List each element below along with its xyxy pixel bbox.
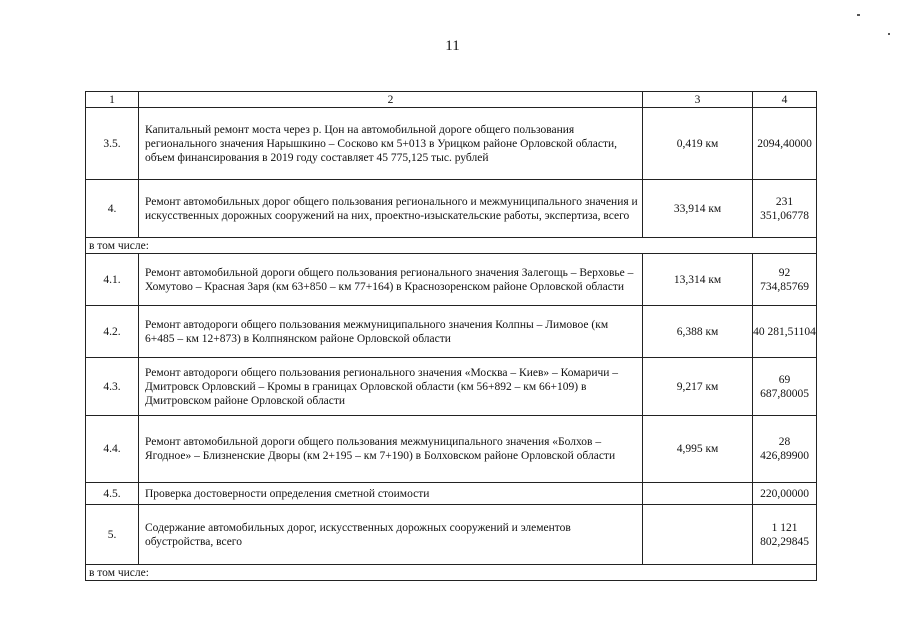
row-description: Содержание автомобильных дорог, искусственных дорожных сооружений и элементов обустройства, всего [139,505,643,565]
header-col-1: 1 [86,92,139,108]
row-amount: 92 734,85769 [753,254,817,306]
row-amount: 220,00000 [753,483,817,505]
row-description: Ремонт автомобильной дороги общего пользования межмуниципального значения «Болхов – Ягодное» – Близненские Дворы (км 2+195 – км 7+190) в Болховском районе Орловской области [139,416,643,483]
table-row [86,416,817,483]
row-description: Ремонт автомобильной дороги общего пользования регионального значения Залегощь – Верховье – Хомутово – Красная Заря (км 63+850 – км 77+164) в Краснозоренском районе Орловской области [139,254,643,306]
subheading-row [86,238,817,254]
table-header-row [86,92,817,108]
table-row [86,254,817,306]
row-amount: 40 281,51104 [753,306,817,358]
table-row [86,306,817,358]
row-description: Проверка достоверности определения сметной стоимости [139,483,643,505]
row-description: Капитальный ремонт моста через р. Цон на автомобильной дороге общего пользования регионального значения Нарышкино – Сосково км 5+013 в Урицком районе Орловской области, объем финансирования в 2019 году составляет 45 775,125 тыс. рублей [139,108,643,180]
table-row [86,358,817,416]
row-number: 5. [86,505,139,565]
row-number: 4.3. [86,358,139,416]
row-amount: 69 687,80005 [753,358,817,416]
row-volume: 4,995 км [643,416,753,483]
header-col-3: 3 [643,92,753,108]
row-description: Ремонт автодороги общего пользования регионального значения «Москва – Киев» – Комаричи – Дмитровск Орловский – Кромы в границах Орловской области (км 56+892 – км 66+109) в Дмитровском районе Орловской области [139,358,643,416]
subheading-row [86,565,817,581]
header-col-2: 2 [139,92,643,108]
scan-speck [857,14,860,16]
row-amount: 2094,40000 [753,108,817,180]
row-amount: 28 426,89900 [753,416,817,483]
row-number: 4.5. [86,483,139,505]
row-volume [643,505,753,565]
row-amount: 231 351,06778 [753,180,817,238]
row-amount: 1 121 802,29845 [753,505,817,565]
row-volume: 0,419 км [643,108,753,180]
row-volume: 9,217 км [643,358,753,416]
subheading-cell: в том числе: [86,238,817,254]
table-row [86,483,817,505]
row-volume [643,483,753,505]
row-number: 4.4. [86,416,139,483]
subheading-cell: в том числе: [86,565,817,581]
row-description: Ремонт автомобильных дорог общего пользования регионального и межмуниципального значения и искусственных дорожных сооружений на них, проектно-изыскательские работы, экспертиза, всего [139,180,643,238]
row-volume: 33,914 км [643,180,753,238]
estimate-table [85,91,817,581]
header-col-4: 4 [753,92,817,108]
row-number: 4. [86,180,139,238]
row-volume: 13,314 км [643,254,753,306]
row-number: 3.5. [86,108,139,180]
row-number: 4.1. [86,254,139,306]
row-volume: 6,388 км [643,306,753,358]
row-number: 4.2. [86,306,139,358]
table-row [86,108,817,180]
table-row [86,180,817,238]
table-row [86,505,817,565]
scan-speck [888,33,890,35]
row-description: Ремонт автодороги общего пользования межмуниципального значения Колпны – Лимовое (км 6+485 – км 12+873) в Колпнянском районе Орловской области [139,306,643,358]
page-number: 11 [445,38,460,54]
